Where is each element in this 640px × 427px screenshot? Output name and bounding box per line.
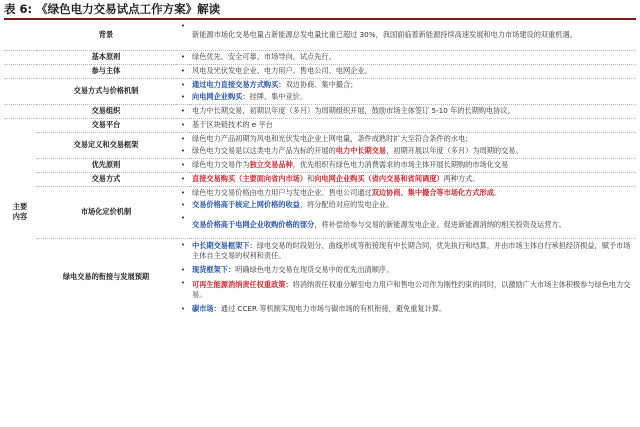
row-text-part: ，将分配给对应的发电企业。: [299, 200, 394, 210]
row-key-background: 背景: [36, 20, 176, 50]
main-label-line: 内容: [12, 212, 28, 221]
highlight-red: 直接交易购买（主要面向省内市场）: [192, 173, 308, 183]
table-number: 表 6:: [4, 2, 33, 16]
table-row: [4, 238, 636, 264]
highlight-blue: 通过电力直接交易方式购买：: [192, 79, 286, 89]
bullet: •: [180, 279, 186, 287]
row-text: 新能源市场化交易电量占新能源总发电量比重已超过 30%，我国面临着新能源持续高速发展和电力市场建设的双重机遇。: [190, 20, 636, 50]
row-key-definition: 交易定义和交易框架: [36, 132, 176, 158]
row-text-part: 和: [307, 173, 315, 183]
row-text: [190, 212, 636, 238]
row-text: 基于区块链技术的 e 平台: [190, 118, 636, 132]
row-text-part: 明确绿色电力交易在现货交易中的优先出清顺序。: [235, 265, 394, 275]
bullet: •: [176, 212, 190, 238]
row-text-part: ，初期开展以年度（多月）为周期的交易。: [386, 146, 523, 155]
table-title: [4, 2, 636, 17]
bullet: •: [176, 172, 190, 186]
bullet: •: [176, 158, 190, 172]
bullet: •: [176, 104, 190, 118]
bullet: •: [180, 201, 186, 209]
table-row: [4, 172, 636, 186]
row-text: [190, 186, 636, 199]
row-key-outlook: 绿电交易的衔接与发展预期: [62, 272, 150, 281]
row-key-method: 交易方式与价格机制: [36, 78, 176, 104]
policy-table: [4, 20, 636, 316]
bullet: •: [180, 266, 186, 274]
row-key-principle: 基本原则: [36, 50, 176, 64]
highlight-blue: 交易价格高于电网企业收购价格的部分: [192, 219, 315, 229]
row-text: 绿色优先、安全可靠、市场导向、试点先行。: [190, 50, 636, 64]
bullet: •: [176, 91, 190, 104]
row-text-part: ，优先组织有绿色电力消费需求的市场主体开展长期购的市场化交易: [292, 159, 509, 169]
row-text: 风电及光伏发电企业、电力用户、售电公司、电网企业。: [190, 64, 636, 78]
bullet: •: [180, 80, 186, 89]
row-text-part: 绿色电力交易价格由电力用户与发电企业、售电公司通过: [192, 187, 372, 197]
bullet: •: [180, 134, 186, 143]
row-text-part: 通过 CCER 等机制实现电力市场与碳市场的有机衔接，避免重复计算。: [220, 304, 447, 314]
bullet: •: [180, 305, 186, 313]
bullet: •: [176, 118, 190, 132]
table-row: [4, 104, 636, 118]
highlight-red: 独立交易品种: [249, 159, 293, 169]
row-text-part: 绿色电力交易是以这类电力产品为标的开展的: [192, 146, 336, 155]
bullet: •: [176, 145, 190, 158]
table-title-text: 《绿色电力交易试点工作方案》解读: [36, 2, 221, 16]
bullet: •: [176, 50, 190, 64]
main-label-line: 主要: [12, 201, 28, 211]
highlight-red: 电力中长期交易: [335, 146, 387, 155]
row-text-part: 绿电交易的时段划分、曲线形成等衔接现有中长期合同，优先执行和结算，并由市场主体自行承担经济损益，赋予市场主体自主交易的权利和责任。: [192, 240, 631, 261]
row-key-org: 交易组织: [36, 104, 176, 118]
table-row: [4, 132, 636, 145]
row-text: 电力中长期交易，初期以年度（多月）为周期组织开展，鼓励市场主体签订 5-10 年的长期购电协议。: [190, 104, 636, 118]
bullet: •: [180, 240, 186, 249]
table-row: [4, 64, 636, 78]
highlight-blue: 交易价格高于核定上网价格的收益: [192, 200, 300, 210]
row-text: 绿色电力产品初期为风电和光伏发电企业上网电量，条件成熟时扩大至符合条件的水电；: [192, 133, 473, 143]
row-key-subject: 参与主体: [36, 64, 176, 78]
highlight-blue: 现货框架下：: [192, 265, 236, 275]
row-text-part: 双边协商、集中撮合；: [285, 79, 358, 89]
bullet: •: [176, 20, 190, 50]
table-row: [4, 78, 636, 91]
highlight-red: 向电网企业购买（省内交易和省间调度）: [314, 173, 444, 183]
row-key-pricing: 市场化定价机制: [36, 186, 176, 238]
main-content-label: [4, 186, 36, 238]
row-text-part: 绿色电力交易作为: [192, 159, 250, 169]
row-key-platform: 交易平台: [36, 118, 176, 132]
table-row: [4, 50, 636, 64]
highlight-blue: 碳市场：: [192, 304, 221, 314]
row-text: [190, 78, 636, 91]
highlight-red: 双边协商、集中撮合等市场化方式形成: [371, 187, 494, 197]
row-text: [190, 303, 636, 316]
highlight-blue: 向电网企业购买：: [192, 92, 250, 101]
row-text: [190, 158, 636, 172]
table-row: [4, 158, 636, 172]
highlight-red: 可再生能源消纳责任权重政策：: [192, 279, 293, 289]
row-text: [190, 91, 636, 104]
highlight-blue: 中长期交易框架下：: [192, 240, 257, 250]
row-text-part: 挂牌、集中竞价。: [249, 92, 308, 101]
row-text-part: ，将补偿给参与交易的新能源发电企业、促进新能源消纳的相关投资及运营方。: [314, 219, 566, 229]
bullet: •: [180, 188, 186, 197]
row-key-priority: 优先原则: [36, 158, 176, 172]
row-text-part: 两种方式。: [443, 173, 480, 183]
table-row: [4, 20, 636, 50]
row-key-trade: 交易方式: [36, 172, 176, 186]
table-row: [4, 186, 636, 199]
row-text: [190, 145, 636, 158]
row-text-part: 。: [493, 187, 502, 197]
row-text: [190, 277, 636, 303]
table-row: [4, 118, 636, 132]
row-text: [190, 238, 636, 264]
row-text: [190, 172, 636, 186]
row-text: [190, 264, 636, 277]
row-text: [190, 199, 636, 212]
bullet: •: [176, 64, 190, 78]
row-text-part: 将消纳责任权重分解至电力用户和售电公司作为刚性约束的同时，以激励广大市场主体积极参与绿色电力交易。: [192, 279, 631, 299]
